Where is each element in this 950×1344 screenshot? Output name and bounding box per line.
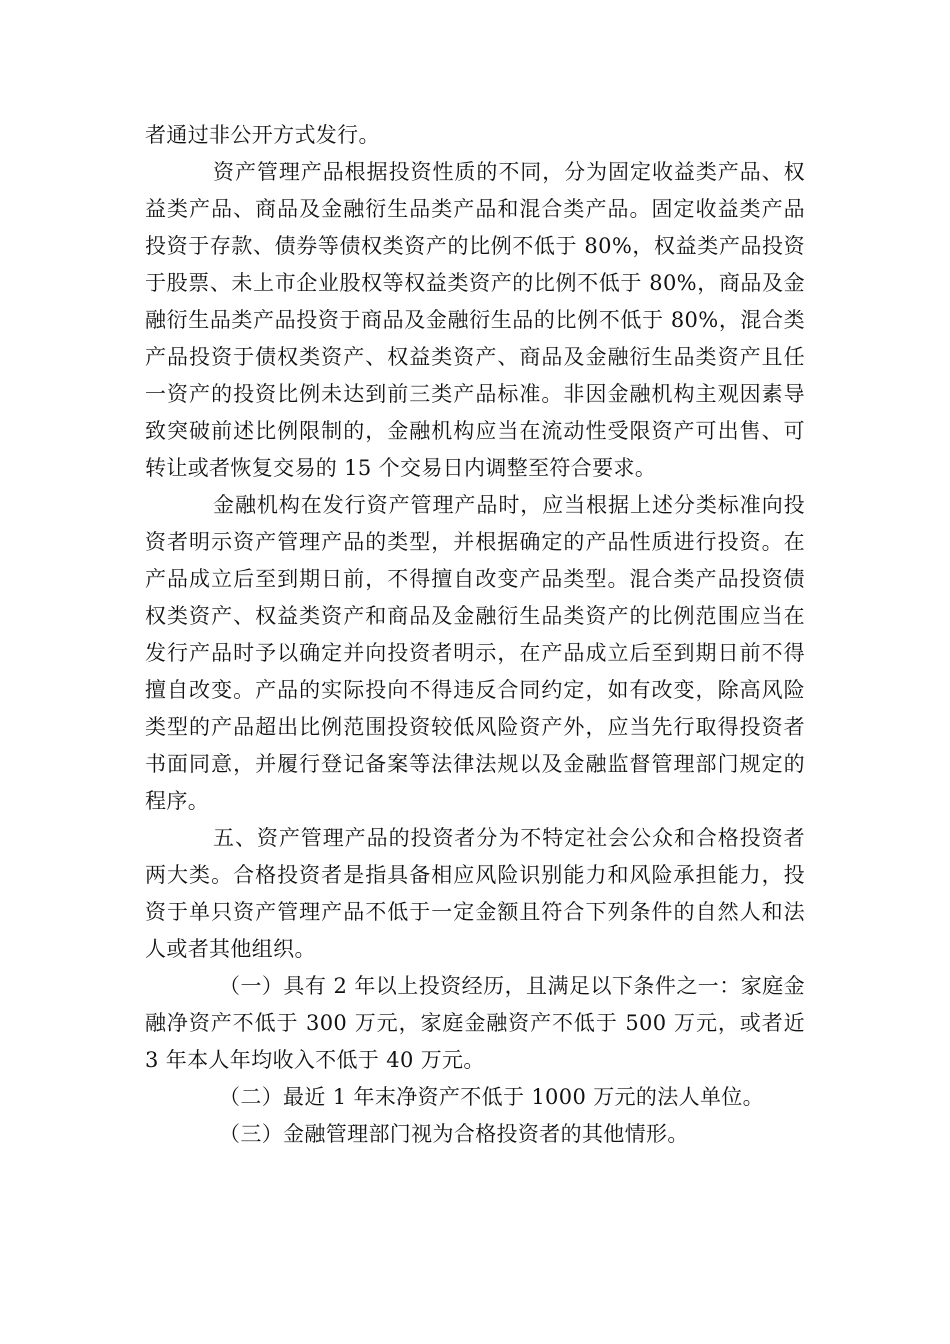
paragraph-product-classification: 资产管理产品根据投资性质的不同，分为固定收益类产品、权益类产品、商品及金融衍生品类产品和混合类产品。固定收益类产品投资于存款、债券等债权类资产的比例不低于 80%，权益类产品投资于股票、未上市企业股权等权益类资产的比例不低于 80%，商品及金融衍生品类产品投资于商品及金融衍生品的比例不低于 80%，混合类产品投资于债权类资产、权益类资产、商品及金融衍生品类资产且任一资产的投资比例未达到前三类产品标准。非因金融机构主观因素导致突破前述比例限制的，金融机构应当在流动性受限资产可出售、可转让或者恢复交易的 15 个交易日内调整至符合要求。 — [145, 160, 805, 480]
paragraph-issuance-disclosure: 金融机构在发行资产管理产品时，应当根据上述分类标准向投资者明示资产管理产品的类型，并根据确定的产品性质进行投资。在产品成立后至到期日前，不得擅自改变产品类型。混合类产品投资债权类资产、权益类资产和商品及金融衍生品类资产的比例范围应当在发行产品时予以确定并向投资者明示，在产品成立后至到期日前不得擅自改变。产品的实际投向不得违反合同约定，如有改变，除高风险类型的产品超出比例范围投资较低风险资产外，应当先行取得投资者书面同意，并履行登记备案等法律法规以及金融监督管理部门规定的程序。 — [145, 493, 805, 813]
paragraph-continuation: 者通过非公开方式发行。 — [145, 123, 380, 147]
document-body — [145, 117, 805, 1153]
list-item-condition-2: （二）最近 1 年末净资产不低于 1000 万元的法人单位。 — [219, 1085, 765, 1109]
paragraph-investor-types: 五、资产管理产品的投资者分为不特定社会公众和合格投资者两大类。合格投资者是指具备相应风险识别能力和风险承担能力，投资于单只资产管理产品不低于一定金额且符合下列条件的自然人和法人或者其他组织。 — [145, 826, 805, 961]
list-item-condition-3: （三）金融管理部门视为合格投资者的其他情形。 — [219, 1122, 689, 1146]
list-item-condition-1: （一）具有 2 年以上投资经历，且满足以下条件之一：家庭金融净资产不低于 300 万元，家庭金融资产不低于 500 万元，或者近 3 年本人年均收入不低于 40 万元。 — [145, 974, 805, 1072]
